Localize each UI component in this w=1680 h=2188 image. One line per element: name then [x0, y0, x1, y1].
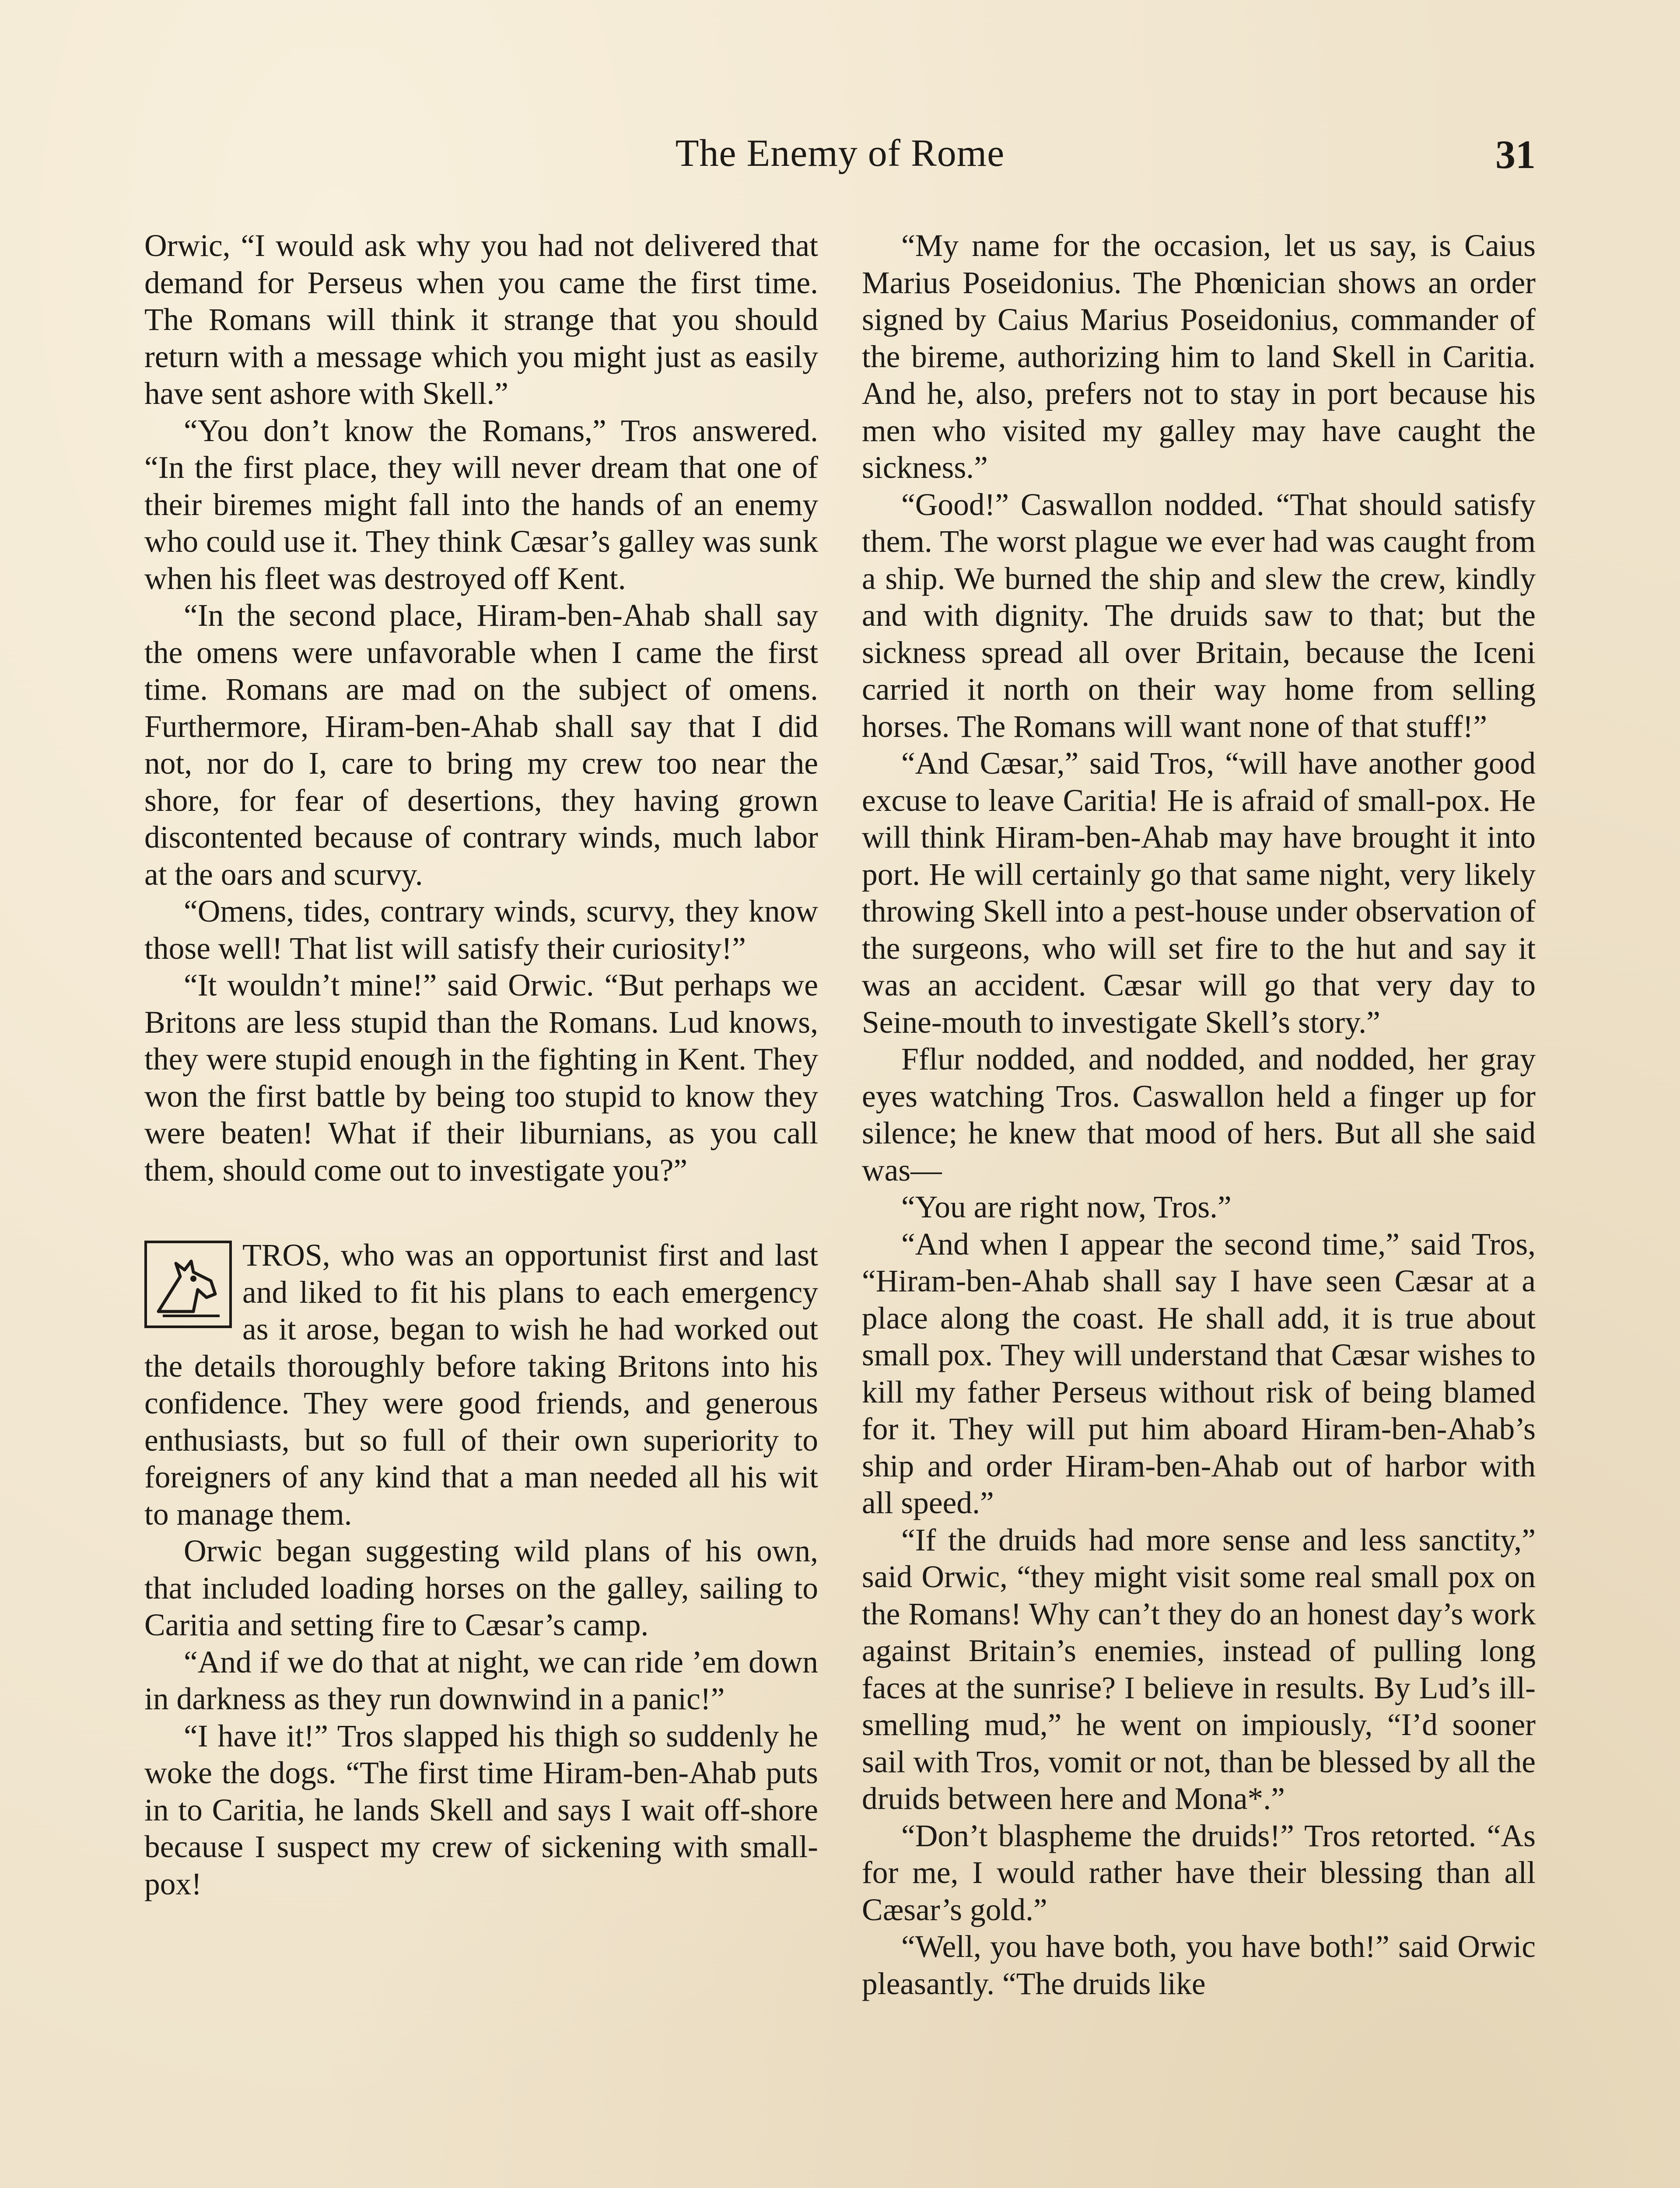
horse-head-icon	[144, 1241, 232, 1328]
paragraph: “You are right now, Tros.”	[901, 1190, 1232, 1224]
paragraph: Fflur nodded, and nodded, and nodded, her gray eyes watching Tros. Caswallon held a finger up for silence; he knew that mood of hers. But all she said was—	[862, 1042, 1536, 1188]
page-number: 31	[1495, 132, 1536, 177]
paragraph: “And if we do that at night, we can ride ’em down in darkness as they run downwind in a panic!”	[144, 1645, 818, 1716]
paragraph: “Good!” Caswallon nodded. “That should satisfy them. The worst plague we ever had was caught from a ship. We burned the ship and slew the crew, kindly and with dignity. The druids saw to that; but the sickness spread all over Britain, because the Iceni carried it north on their way home from selling horses. The Romans will want none of that stuff!”	[862, 487, 1536, 744]
dropcap-paragraph: TROS, who was an opportunist first and last and liked to fit his plans to each emergency as it arose, began to wish he had worked out the details thoroughly before taking Britons into his confidence. They were good friends, and generous enthusiasts, but so full of their own superiority to foreigners of any kind that a man needed all his wit to manage them.	[144, 1238, 818, 1532]
paragraph: “Don’t blaspheme the druids!” Tros retorted. “As for me, I would rather have their blessing than all Cæsar’s gold.”	[862, 1818, 1536, 1927]
paragraph: Orwic began suggesting wild plans of his own, that included loading horses on the galley, sailing to Caritia and setting fire to Cæsar’s camp.	[144, 1534, 818, 1642]
paragraph: “And when I appear the second time,” said Tros, “Hiram-ben-Ahab shall say I have seen Cæsar at a place along the coast. He shall add, it is true about small pox. They will understand that Cæsar wishes to kill my father Perseus without risk of being blamed for it. They will put him aboard Hiram-ben-Ahab’s ship and order Hiram-ben-Ahab out of harbor with all speed.”	[862, 1227, 1536, 1520]
section-break	[144, 1189, 818, 1237]
page-header	[144, 131, 1536, 193]
paragraph: “My name for the occasion, let us say, is Caius Marius Poseidonius. The Phœnician shows an order signed by Caius Marius Poseidonius, commander of the bireme, authorizing him to land Skell in Caritia. And he, also, prefers not to stay in port because his men who visited my galley may have caught the sickness.”	[862, 228, 1536, 485]
paragraph: Orwic, “I would ask why you had not delivered that demand for Perseus when you came the first time. The Romans will think it strange that you should return with a message which you might just as easily have sent ashore with Skell.”	[144, 228, 818, 411]
paragraph: “I have it!” Tros slapped his thigh so suddenly he woke the dogs. “The first time Hiram-ben-Ahab puts in to Caritia, he lands Skell and says I wait off-shore because I suspect my crew of sickening with small-pox!	[144, 1718, 818, 1901]
right-column	[862, 228, 1536, 2002]
paragraph: “In the second place, Hiram-ben-Ahab shall say the omens were unfavorable when I came the first time. Romans are mad on the subject of omens. Furthermore, Hiram-ben-Ahab shall say that I did not, nor do I, care to bring my crew too near the shore, for fear of desertions, they having grown discontented because of contrary winds, much labor at the oars and scurvy.	[144, 598, 818, 892]
left-column	[144, 228, 818, 1903]
paragraph: “It wouldn’t mine!” said Orwic. “But perhaps we Britons are less stupid than the Romans. Lud knows, they were stupid enough in the fighting in Kent. They won the first battle by being too stupid to know they were beaten! What if their liburnians, as you call them, should come out to investigate you?”	[144, 968, 818, 1188]
horse-head-illustration	[150, 1246, 227, 1323]
paragraph: “If the druids had more sense and less sanctity,” said Orwic, “they might visit some real small pox on the Romans! Why can’t they do an honest day’s work against Britain’s enemies, instead of pulling long faces at the sunrise? I believe in results. By Lud’s ill-smelling mud,” he went on impiously, “I’d sooner sail with Tros, vomit or not, than be blessed by all the druids between here and Mona*.”	[862, 1522, 1536, 1816]
running-title: The Enemy of Rome	[675, 132, 1005, 175]
paragraph: “Omens, tides, contrary winds, scurvy, they know those well! That list will satisfy their curiosity!”	[144, 894, 818, 966]
paragraph: “And Cæsar,” said Tros, “will have another good excuse to leave Caritia! He is afraid of small-pox. He will think Hiram-ben-Ahab may have brought it into port. He will certainly go that same night, very likely throwing Skell into a pest-house under observation of the surgeons, who will set fire to the hut and say it was an accident. Cæsar will go that very day to Seine-mouth to investigate Skell’s story.”	[862, 746, 1536, 1040]
paragraph: “You don’t know the Romans,” Tros answered. “In the first place, they will never dream that one of their biremes might fall into the hands of an enemy who could use it. They think Cæsar’s galley was sunk when his fleet was destroyed off Kent.	[144, 413, 818, 596]
paragraph: “Well, you have both, you have both!” said Orwic pleasantly. “The druids like	[862, 1929, 1536, 2001]
